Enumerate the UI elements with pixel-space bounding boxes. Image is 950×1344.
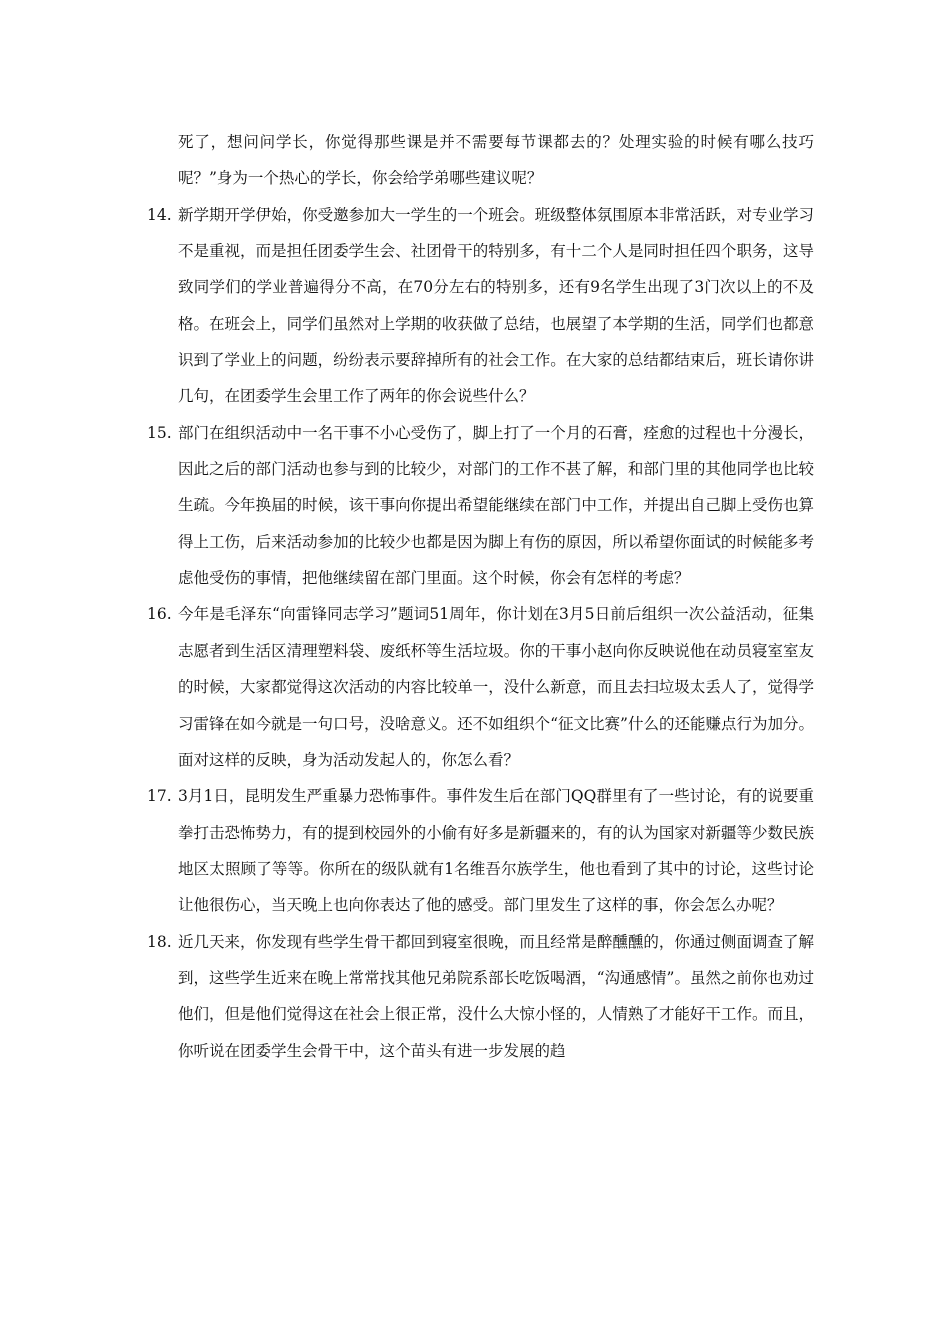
question-item-16 [147, 596, 814, 778]
question-item-14 [147, 197, 814, 415]
question-number: 15. [147, 423, 172, 442]
question-item-15 [147, 415, 814, 597]
question-item-17 [147, 778, 814, 923]
question-text: 近几天来，你发现有些学生骨干都回到寝室很晚，而且经常是醉醺醺的，你通过侧面调查了解到，这些学生近来在晚上常常找其他兄弟院系部长吃饭喝酒，“沟通感情”。虽然之前你也劝过他们，但是他们觉得这在社会上很正常，没什么大惊小怪的，人情熟了才能好干工作。而且，你听说在团委学生会骨干中，这个苗头有进一步发展的趋 [178, 932, 814, 1060]
question-text: 3月1日，昆明发生严重暴力恐怖事件。事件发生后在部门QQ群里有了一些讨论，有的说要重拳打击恐怖势力，有的提到校园外的小偷有好多是新疆来的，有的认为国家对新疆等少数民族地区太照顾了等等。你所在的级队就有1名维吾尔族学生，他也看到了其中的讨论，这些讨论让他很伤心，当天晚上也向你表达了他的感受。部门里发生了这样的事，你会怎么办呢？ [178, 787, 814, 915]
question-number: 18. [147, 932, 172, 951]
question-text: 新学期开学伊始，你受邀参加大一学生的一个班会。班级整体氛围原本非常活跃，对专业学习不是重视，而是担任团委学生会、社团骨干的特别多，有十二个人是同时担任四个职务，这导致同学们的学业普遍得分不高，在70分左右的特别多，还有9名学生出现了3门次以上的不及格。在班会上，同学们虽然对上学期的收获做了总结，也展望了本学期的生活，同学们也都意识到了学业上的问题，纷纷表示要辞掉所有的社会工作。在大家的总结都结束后，班长请你讲几句，在团委学生会里工作了两年的你会说些什么？ [178, 205, 814, 406]
question-number: 16. [147, 605, 172, 624]
document-body [147, 124, 814, 1069]
question-number: 14. [147, 205, 172, 224]
question-text: 部门在组织活动中一名干事不小心受伤了，脚上打了一个月的石膏，痊愈的过程也十分漫长，因此之后的部门活动也参与到的比较少，对部门的工作不甚了解，和部门里的其他同学也比较生疏。今年换届的时候，该干事向你提出希望能继续在部门中工作，并提出自己脚上受伤也算得上工伤，后来活动参加的比较少也都是因为脚上有伤的原因，所以希望你面试的时候能多考虑他受伤的事情，把他继续留在部门里面。这个时候，你会有怎样的考虑？ [178, 423, 814, 588]
question-item-18 [147, 924, 814, 1069]
continuation-paragraph: 死了，想问问学长，你觉得那些课是并不需要每节课都去的？处理实验的时候有哪么技巧呢？”身为一个热心的学长，你会给学弟哪些建议呢？ [178, 133, 814, 188]
question-text: 今年是毛泽东“向雷锋同志学习”题词51周年，你计划在3月5日前后组织一次公益活动，征集志愿者到生活区清理塑料袋、废纸杯等生活垃圾。你的干事小赵向你反映说他在动员寝室室友的时候，大家都觉得这次活动的内容比较单一，没什么新意，而且去扫垃圾太丢人了，觉得学习雷锋在如今就是一句口号，没啥意义。还不如组织个“征文比赛”什么的还能赚点行为加分。面对这样的反映，身为活动发起人的，你怎么看？ [178, 605, 814, 769]
question-number: 17. [147, 787, 172, 806]
